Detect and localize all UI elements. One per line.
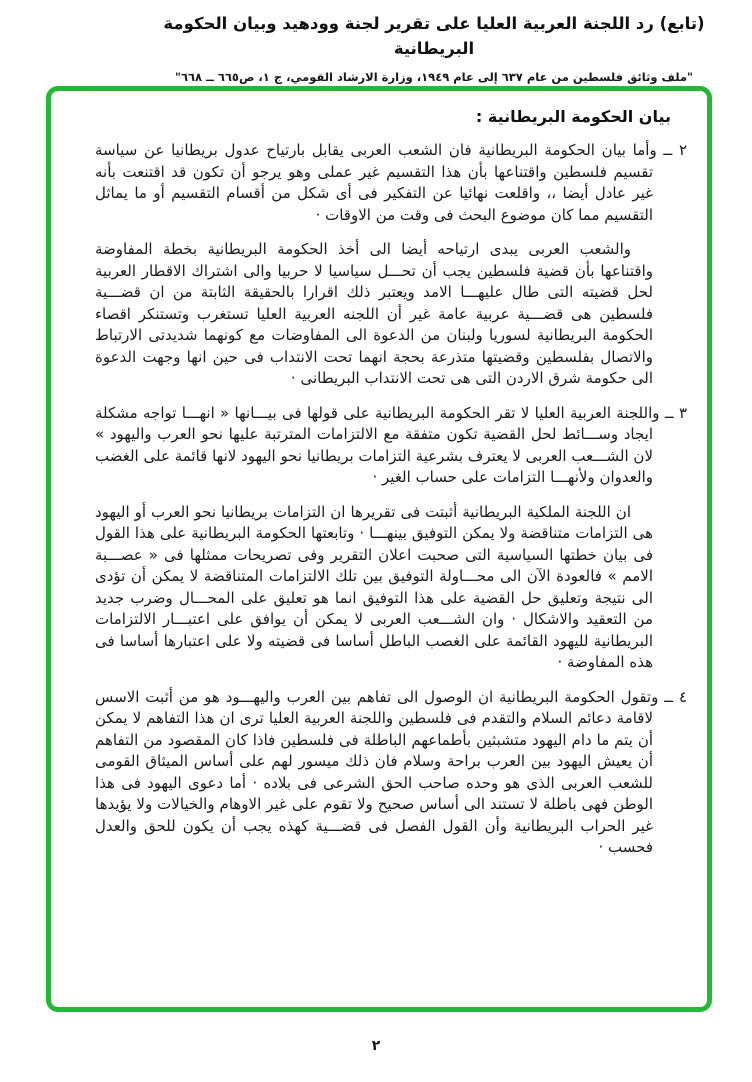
paragraph-number: ٤ ــ [664, 687, 687, 706]
paragraph-item-3 [95, 403, 687, 489]
paragraph-text: واللجنة العربية العليا لا تقر الحكومة البريطانية على قولها فى بيـــانها « انهـــا تواجه مشكلة ايجاد وســـائط لحل القضية تكون متفقة مع الالتزامات المترتبة عليها نحو العرب واليهود » لان الشـــعب العربى لا يعترف بشرعية التزامات بريطانيا نحو اليهود لانها قائمة على الغضب والعدوان ولأنهـــا التزامات على حساب الغير · [95, 403, 660, 486]
paragraph-text: وتقول الحكومة البريطانية ان الوصول الى تفاهم بين العرب واليهـــود هو من أثبت الاسس لاقامة دعائم السلام والتقدم فى فلسطين واللجنة العربية العليا ترى ان هذا التفاهم لا يمكن أن يتم ما دام اليهود متشبثين بأطماعهم الباطلة فى فلسطين فاذا كان المقصود من التفاهم أن يعيش اليهود بين العرب براحة وسلام فان ذلك ميسور لهم على أساس الميثاق القومى للشعب العربى الذى هو وحده صاحب الحق الشرعى فى بلاده · أما دعوى اليهود فى هذا الوطن فهى باطلة لا تستند الى أساس صحيح ولا تقوم على غير الاوهام والخيالات ولا يؤيدها غير الحراب البريطانية وأن القول الفصل فى قضـــية كهذه يجب أن يكون للحق والعدل فحسب · [95, 687, 659, 856]
highlight-border-box [46, 86, 712, 1012]
section-heading: بيان الحكومة البريطانية : [475, 107, 671, 126]
paragraph-item-3-continuation [95, 502, 653, 674]
paragraph-item-4 [95, 687, 687, 859]
page-number: ٢ [371, 1038, 381, 1054]
paragraph-number: ٢ ــ [663, 141, 687, 159]
paragraph-text: والشعب العربى يبدى ارتياحه أيضا الى أخذ الحكومة البريطانية بخطة المفاوضة واقتناعها بأن قضية فلسطين يجب أن تحـــل سياسيا لا حربيا والى اشتراك الاقطار العربية لحل قضيته التى طال عليهـــا الامد ويعتبر ذلك اقرارا بالحقيقة الثابتة من ان قضـــية فلسطين هى قضـــية عربية عامة غير أن اللجنه العربية العليا تستغرب وتستنكر اقصاء الحكومة البريطانية لسوريا ولبنان من الدعوة الى المفاوضات مع كونهما شديدتى الارتباط والاتصال بفلسطين وقضيتها متذرعة بحجة انهما تحت الانتداب فى حين انها وجهت الدعوة الى حكومة شرق الاردن التى هى تحت الانتداب البريطانى · [95, 240, 653, 387]
document-title: (تابع) رد اللجنة العربية العليا على تقرير لجنة وودهيد وبيان الحكومة البريطانية [163, 14, 705, 58]
page-header [130, 12, 738, 84]
paragraph-number: ٣ ــ [664, 403, 687, 422]
paragraph-text: وأما بيان الحكومة البريطانية فان الشعب العربى يقابل بارتياح عدول بريطانيا عن سياسة تقسيم فلسطين واقتناعها بأن هذا التقسيم غير عملى وهو يرجو أن تكون قد اقتنعت بأنه غير عادل أيضا ،، واقلعت نهائيا عن التفكير فى أى شكل من أقسام التقسيم أو ما يماثل التقسيم مما كان موضوع البحث فى وقت من الاوقات · [95, 141, 657, 224]
paragraph-item-2-continuation [95, 239, 653, 390]
source-citation: "ملف وثائق فلسطين من عام ٦٣٧ إلى عام ١٩٤٩، وزارة الارشاد القومي، ج ١، ص٦٦٥ ــ ٦٦٨" [174, 69, 694, 84]
paragraph-item-2 [95, 140, 687, 226]
paragraph-text: ان اللجنة الملكية البريطانية أثبتت فى تقريرها ان التزامات بريطانيا نحو العرب أو اليهود هى التزامات متناقضة ولا يمكن التوفيق بينهـــا · وتابعتها الحكومة البريطانية على هذا القول فى بيان خطتها السياسية التى صحبت اعلان التقرير وفى تصريحات ممثلها فى « عصـــبة الامم » فالعودة الآن الى محـــاولة التوفيق بين تلك الالتزامات المتناقضة لا يمكن أن تؤدى الى نتيجة وتعليق حل القضية على هذا التوفيق انما هو تعليق على المحـــال وضرب جديد من التعقيد والاشكال · وان الشـــعب العربى لا يمكن أن يوافق على اعتبـــار الالتزامات البريطانية لليهود القائمة على الغصب الباطل أساسا فى قضيته ولا على اعتبارها أساسا فى هذه المفاوضة · [95, 502, 653, 671]
page-footer [0, 1035, 752, 1054]
